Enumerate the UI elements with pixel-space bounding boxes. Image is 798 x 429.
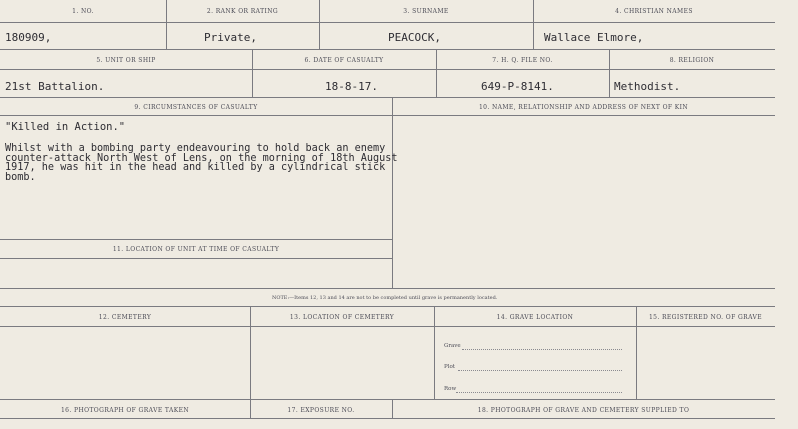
circumstances-label: 9. CIRCUMSTANCES OF CASUALTY [134, 104, 258, 111]
rule [0, 97, 775, 98]
note-text: NOTE:—Items 12, 13 and 14 are not to be completed until grave is permanently located. [272, 295, 498, 301]
rule [0, 69, 775, 70]
surname-label: 3. SURNAME [403, 8, 449, 15]
rank-value: Private, [204, 31, 257, 44]
location-of-cemetery-label: 13. LOCATION OF CEMETERY [289, 314, 395, 321]
rule [0, 306, 775, 307]
cemetery-label: 12. CEMETERY [98, 314, 152, 321]
unit-label: 5. UNIT OR SHIP [96, 57, 156, 64]
date-label: 6. DATE OF CASUALTY [304, 57, 384, 64]
row-sublabel: Row [444, 386, 457, 392]
rank-label: 2. RANK OR RATING [206, 8, 279, 15]
grave-dotted-line [462, 349, 622, 350]
grave-location-label: 14. GRAVE LOCATION [496, 314, 574, 321]
christian-names-label: 4. CHRISTIAN NAMES [615, 8, 693, 15]
rule [0, 115, 775, 116]
registered-no-label: 15. REGISTERED NO. OF GRAVE [648, 314, 763, 321]
rule [0, 418, 775, 419]
next-of-kin-label: 10. NAME, RELATIONSHIP AND ADDRESS OF NEXT OF KIN [478, 104, 689, 111]
christian-names-value: Wallace Elmore, [544, 31, 644, 44]
circumstances-text: Whilst with a bombing party endeavouring to hold back an enemy counter-attack North West of Lens, on the morning of 18th August 1917, he was hit in the head and killed by a cylindrical stick bomb. [5, 143, 398, 183]
rule [0, 399, 775, 400]
rule [0, 258, 392, 259]
religion-label: 8. RELIGION [669, 57, 715, 64]
unit-value: 21st Battalion. [5, 80, 105, 93]
rule [250, 306, 251, 418]
plot-sublabel: Plot [444, 364, 455, 370]
plot-dotted-line [458, 370, 622, 371]
file-no-value: 649-P-8141. [481, 80, 554, 93]
no-value: 180909, [5, 31, 52, 44]
no-label: 1. NO. [72, 8, 94, 15]
surname-value: PEACOCK, [388, 31, 441, 44]
religion-value: Methodist. [614, 80, 681, 93]
photo-grave-label: 16. PHOTOGRAPH OF GRAVE TAKEN [60, 407, 190, 414]
rule [0, 326, 775, 327]
rule [0, 239, 392, 240]
circumstances-headline: "Killed in Action." [5, 121, 126, 133]
exposure-no-label: 17. EXPOSURE NO. [287, 407, 355, 414]
photo-supplied-label: 18. PHOTOGRAPH OF GRAVE AND CEMETERY SUPPLIED TO [477, 407, 690, 414]
row-dotted-line [456, 392, 622, 393]
rule [0, 288, 775, 289]
rule [0, 49, 775, 50]
date-value: 18-8-17. [325, 80, 378, 93]
location-of-unit-label: 11. LOCATION OF UNIT AT TIME OF CASUALTY [112, 246, 280, 253]
grave-sublabel: Grave [444, 343, 461, 349]
rule [392, 97, 393, 288]
file-no-label: 7. H. Q. FILE NO. [492, 57, 553, 64]
rule [0, 22, 775, 23]
